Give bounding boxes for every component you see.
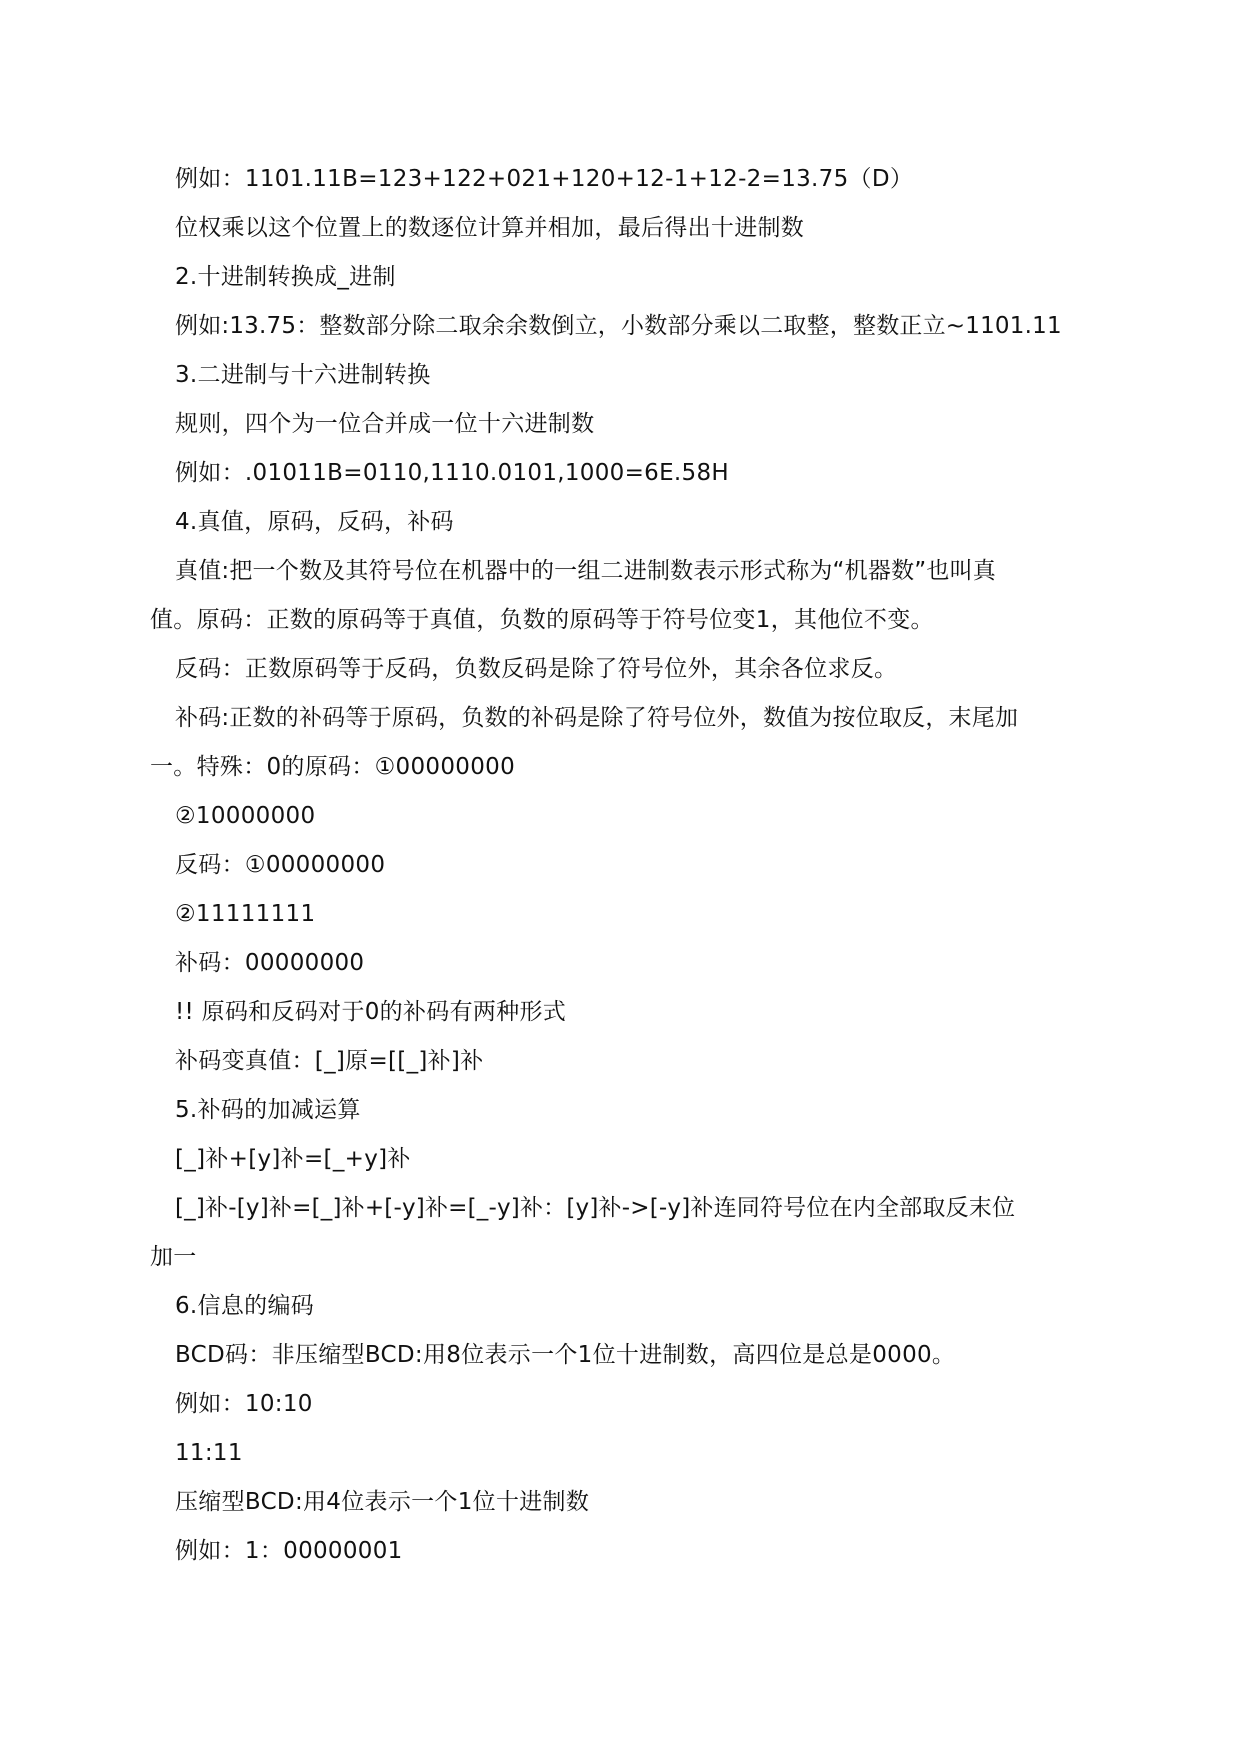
text-line: 真值:把一个数及其符号位在机器中的一组二进制数表示形式称为“机器数”也叫真 [175,558,996,584]
text-line: [_]补-[y]补=[_]补+[-y]补=[_-y]补：[y]补->[-y]补连同符号位在内全部取反末位 [175,1195,1016,1221]
text-line: 反码：①00000000 [175,852,386,878]
text-line: [_]补+[y]补=[_+y]补 [175,1146,411,1172]
text-line: 值。原码：正数的原码等于真值，负数的原码等于符号位变1，其他位不变。 [150,607,934,633]
text-line: !! 原码和反码对于0的补码有两种形式 [175,999,567,1025]
section-heading: 3.二进制与十六进制转换 [175,362,431,388]
section-heading: 4.真值，原码，反码，补码 [175,509,454,535]
text-line: BCD码：非压缩型BCD:用8位表示一个1位十进制数，高四位是总是0000。 [175,1342,956,1368]
text-line: 例如：1：00000001 [175,1538,403,1564]
text-line: 补码：00000000 [175,950,365,976]
text-line: 加一 [150,1244,197,1270]
text-line: 位权乘以这个位置上的数逐位计算并相加，最后得出十进制数 [175,215,805,241]
text-line: 例如：.01011B=0110,1110.0101,1000=6E.58H [175,460,730,486]
text-line: 补码:正数的补码等于原码，负数的补码是除了符号位外，数值为按位取反，末尾加 [175,705,1019,731]
document-body [150,155,1090,1576]
text-line: 压缩型BCD:用4位表示一个1位十进制数 [175,1489,590,1515]
text-line: 例如：1101.11B=123+122+021+120+12-1+12-2=13.75（D） [175,166,914,192]
text-line: ②10000000 [175,803,316,829]
text-line: 补码变真值：[_]原=[[_]补]补 [175,1048,484,1074]
text-line: 反码：正数原码等于反码，负数反码是除了符号位外，其余各位求反。 [175,656,898,682]
text-line: 例如：10:10 [175,1391,313,1417]
section-heading: 2.十进制转换成_进制 [175,264,396,290]
text-line: 规则，四个为一位合并成一位十六进制数 [175,411,595,437]
text-line: 一。特殊：0的原码：①00000000 [150,754,516,780]
text-line: 例如:13.75：整数部分除二取余余数倒立，小数部分乘以二取整，整数正立~1101.11 [175,313,1062,339]
section-heading: 5.补码的加减运算 [175,1097,361,1123]
section-heading: 6.信息的编码 [175,1293,315,1319]
text-line: 11:11 [175,1440,243,1466]
text-line: ②11111111 [175,901,316,927]
